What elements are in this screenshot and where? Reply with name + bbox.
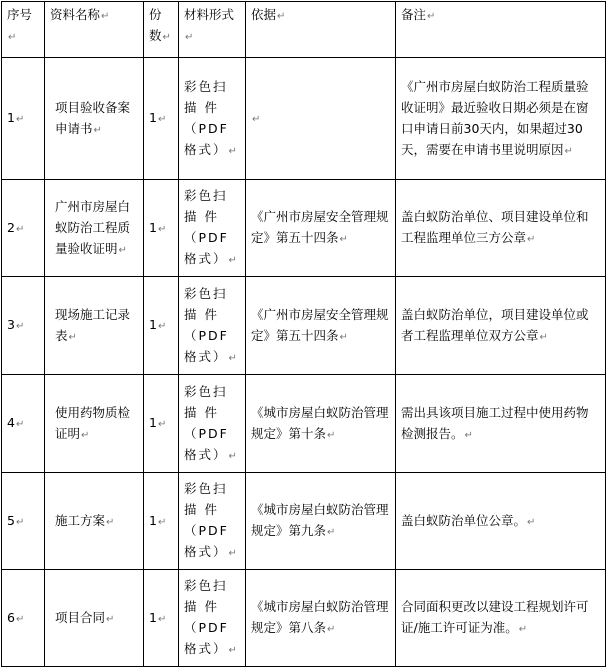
table-row <box>2 473 606 570</box>
legal-basis: ↵ <box>246 58 396 180</box>
copies: 1↵ <box>144 375 179 473</box>
copies: 1↵ <box>144 570 179 667</box>
remarks: 《广州市房屋白蚁防治工程质量验收证明》最近验收日期必须是在窗口申请日前30天内，如果超过30天，需要在申请书里说明原因↵ <box>396 58 606 180</box>
table-row <box>2 375 606 473</box>
remarks: 盖白蚁防治单位、项目建设单位和工程监理单位三方公章↵ <box>396 180 606 277</box>
remarks: 盖白蚁防治单位，项目建设单位或者工程监理单位双方公章↵ <box>396 277 606 375</box>
material-form: 彩色扫描 件（PDF格式）↵ <box>179 473 246 570</box>
copies: 1↵ <box>144 180 179 277</box>
material-form: 彩色扫描 件（PDF格式）↵ <box>179 277 246 375</box>
copies: 1↵ <box>144 473 179 570</box>
header-name: 资料名称↵ <box>45 2 144 58</box>
row-number: 4↵ <box>2 375 45 473</box>
legal-basis: 《广州市房屋安全管理规定》第五十四条↵ <box>246 277 396 375</box>
document-name: 使用药物质检证明↵ <box>45 375 144 473</box>
document-name: 现场施工记录表↵ <box>45 277 144 375</box>
remarks: 需出具该项目施工过程中使用药物检测报告。↵ <box>396 375 606 473</box>
row-number: 3↵ <box>2 277 45 375</box>
legal-basis: 《城市房屋白蚁防治管理规定》第九条↵ <box>246 473 396 570</box>
document-name: 项目验收备案申请书↵ <box>45 58 144 180</box>
remarks: 合同面积更改以建设工程规划许可证/施工许可证为准。↵ <box>396 570 606 667</box>
table-row <box>2 570 606 667</box>
material-form: 彩色扫描 件（PDF格式）↵ <box>179 180 246 277</box>
header-form: 材料形式↵ <box>179 2 246 58</box>
table-row <box>2 277 606 375</box>
legal-basis: 《广州市房屋安全管理规定》第五十四条↵ <box>246 180 396 277</box>
table-row <box>2 58 606 180</box>
document-name: 广州市房屋白蚁防治工程质量验收证明↵ <box>45 180 144 277</box>
material-form: 彩色扫描 件（PDF格式）↵ <box>179 375 246 473</box>
header-number: 序号↵ <box>2 2 45 58</box>
row-number: 6↵ <box>2 570 45 667</box>
material-form: 彩色扫描 件（PDF格式）↵ <box>179 570 246 667</box>
copies: 1↵ <box>144 58 179 180</box>
row-number: 2↵ <box>2 180 45 277</box>
legal-basis: 《城市房屋白蚁防治管理规定》第十条↵ <box>246 375 396 473</box>
row-number: 5↵ <box>2 473 45 570</box>
header-basis: 依据↵ <box>246 2 396 58</box>
legal-basis: 《城市房屋白蚁防治管理规定》第八条↵ <box>246 570 396 667</box>
table-header-row <box>2 2 606 58</box>
table-row <box>2 180 606 277</box>
copies: 1↵ <box>144 277 179 375</box>
header-notes: 备注↵ <box>396 2 606 58</box>
remarks: 盖白蚁防治单位公章。↵ <box>396 473 606 570</box>
materials-table <box>1 1 606 667</box>
material-form: 彩色扫描 件（PDF格式）↵ <box>179 58 246 180</box>
document-name: 施工方案↵ <box>45 473 144 570</box>
row-number: 1↵ <box>2 58 45 180</box>
header-copies: 份数↵ <box>144 2 179 58</box>
document-name: 项目合同↵ <box>45 570 144 667</box>
